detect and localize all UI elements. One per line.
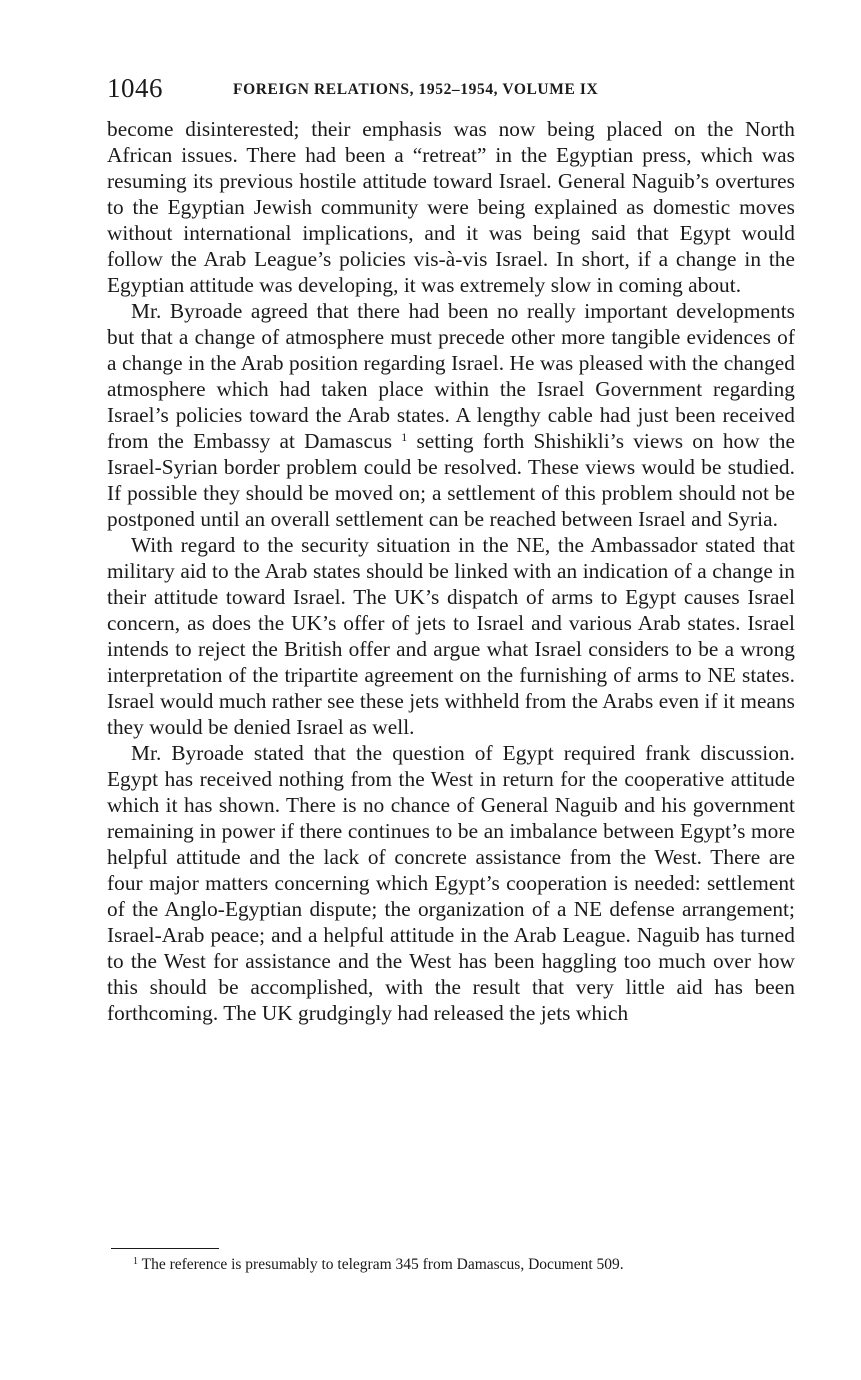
body-text bbox=[107, 116, 795, 1026]
paragraph-2-text-before: Mr. Byroade agreed that there had been no really important developments but that a change of atmosphere must precede other more tangible evidences of a change in the Arab position regarding Israel. He was pleased with the changed atmosphere which had taken place within the Israel Government regarding Israel’s policies toward the Arab states. A lengthy cable had just been received from the Embassy at Damascus bbox=[107, 299, 795, 453]
paragraph-2-text-after: setting forth Shishikli’s views on how the Israel-Syrian border problem could be resolved. These views would be studied. If possible they should be moved on; a settlement of this problem should not be postponed until an overall settlement can be reached between Israel and Syria. bbox=[107, 429, 796, 531]
paragraph-1: become disinterested; their emphasis was now being placed on the North African issues. There had been a “retreat” in the Egyptian press, which was resuming its previous hostile attitude toward Israel. General Naguib’s overtures to the Egyptian Jewish community were being explained as domestic moves without international implications, and it was being said that Egypt would follow the Arab League’s policies vis-à-vis Israel. In short, if a change in the Egyptian attitude was developing, it was extremely slow in coming about. bbox=[107, 117, 795, 297]
paragraph-4: Mr. Byroade stated that the question of Egypt required frank discussion. Egypt has received nothing from the West in return for the cooperative attitude which it has shown. There is no chance of General Naguib and his government remaining in power if there continues to be an imbalance between Egypt’s more helpful attitude and the lack of concrete assistance from the West. There are four major matters concerning which Egypt’s cooperation is needed: settlement of the Anglo-Egyptian dispute; the organization of a NE defense arrangement; Israel-Arab peace; and a helpful attitude in the Arab League. Naguib has turned to the West for assistance and the West has been haggling too much over how this should be accomplished, with the result that very little aid has been forthcoming. The UK grudgingly had released the jets which bbox=[107, 741, 795, 1025]
paragraph-2 bbox=[107, 298, 795, 532]
footnote-divider bbox=[111, 1248, 219, 1249]
footnote-reference[interactable]: 1 bbox=[401, 430, 408, 444]
page-number: 1046 bbox=[107, 73, 163, 103]
running-head: FOREIGN RELATIONS, 1952–1954, VOLUME IX bbox=[233, 81, 599, 98]
paragraph-3: With regard to the security situation in the NE, the Ambassador stated that military aid to the Arab states should be linked with an indication of a change in their attitude toward Israel. The UK’s dispatch of arms to Egypt causes Israel concern, as does the UK’s offer of jets to Israel and various Arab states. Israel intends to reject the British offer and argue what Israel considers to be a wrong interpretation of the tripartite agreement on the furnishing of arms to NE states. Israel would much rather see these jets withheld from the Arabs even if it means they would be denied Israel as well. bbox=[107, 533, 795, 739]
page-header bbox=[107, 70, 797, 110]
footnote-text: The reference is presumably to telegram 345 from Damascus, Document 509. bbox=[138, 1256, 624, 1273]
footnote-marker: 1 bbox=[133, 1256, 138, 1267]
footnote bbox=[133, 1255, 793, 1275]
